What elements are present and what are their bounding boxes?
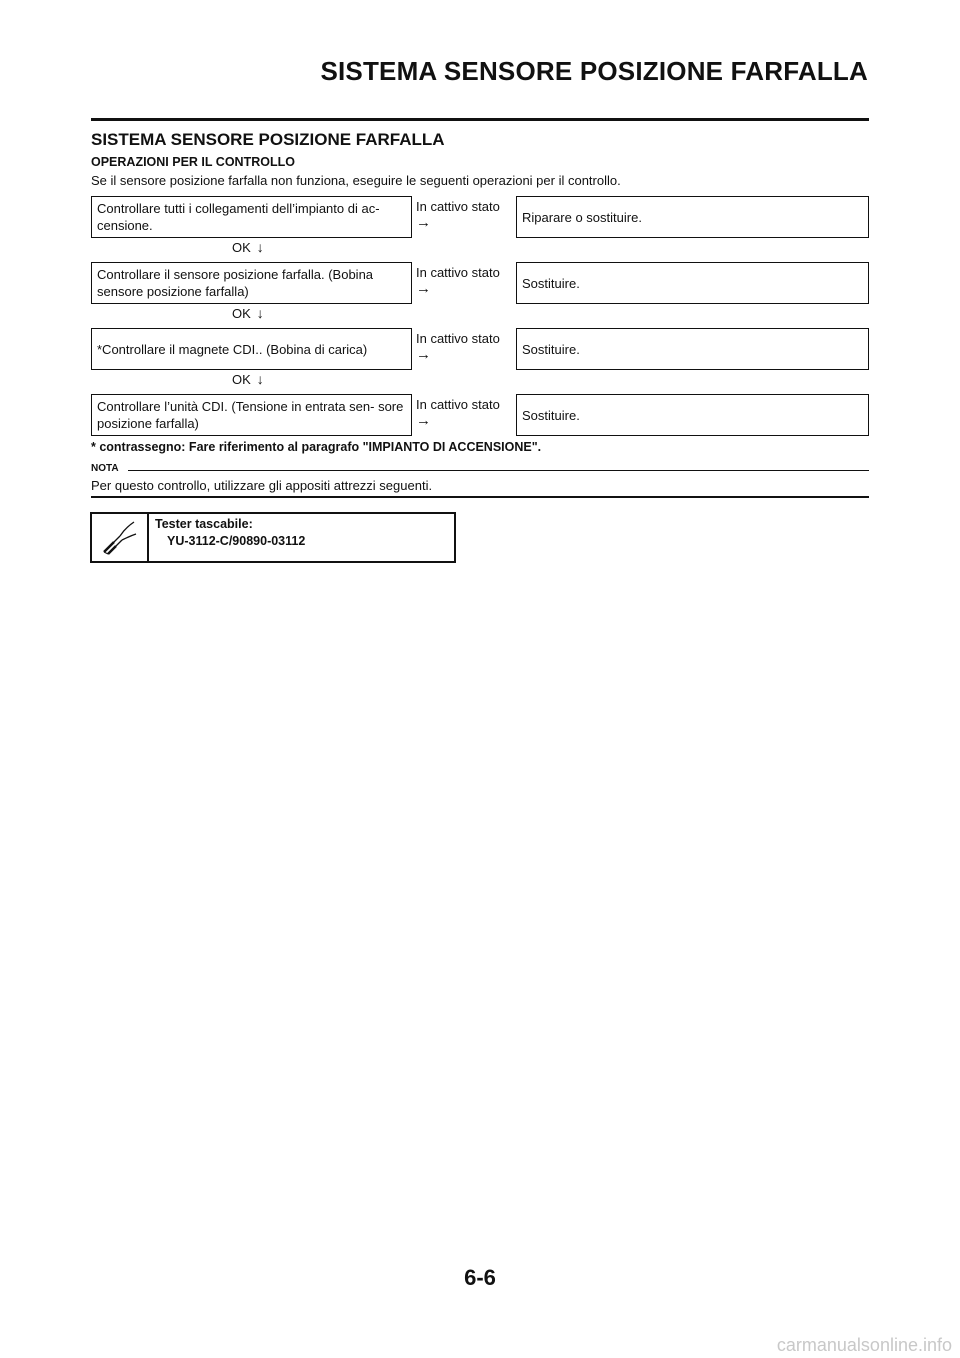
- condition-2: [416, 264, 516, 296]
- action-text: Riparare o sostituire.: [522, 209, 642, 225]
- down-arrow-icon: ↓: [256, 371, 264, 387]
- action-text: Sostituire.: [522, 341, 580, 357]
- ok-label: OK: [232, 372, 251, 387]
- intro-text: Se il sensore posizione farfalla non funziona, eseguire le seguenti operazioni per il controllo.: [91, 173, 621, 188]
- down-arrow-icon: ↓: [256, 305, 264, 321]
- check-box-2: [91, 262, 412, 304]
- down-arrow-icon: ↓: [256, 239, 264, 255]
- condition-text: In cattivo stato: [416, 265, 500, 280]
- condition-1: [416, 198, 516, 230]
- ok-label: OK: [232, 306, 251, 321]
- page-number: 6-6: [464, 1265, 496, 1290]
- ok-connector-2: [232, 305, 264, 321]
- nota-rule: [128, 470, 869, 471]
- right-arrow-icon: →: [416, 214, 431, 231]
- action-box-3: [516, 328, 869, 370]
- action-text: Sostituire.: [522, 275, 580, 291]
- header-rule: [91, 118, 869, 121]
- check-box-4: [91, 394, 412, 436]
- check-box-1: [91, 196, 412, 238]
- check-text: Controllare il sensore posizione farfalla. (Bobina sensore posizione farfalla): [97, 267, 374, 299]
- tool-code: YU-3112-C/90890-03112: [167, 534, 306, 548]
- nota-bottom-rule: [91, 496, 869, 498]
- action-box-4: [516, 394, 869, 436]
- ok-connector-1: [232, 239, 264, 255]
- tool-box: [90, 512, 456, 563]
- condition-text: In cattivo stato: [416, 397, 500, 412]
- right-arrow-icon: →: [416, 346, 431, 363]
- condition-text: In cattivo stato: [416, 199, 500, 214]
- section-subtitle: OPERAZIONI PER IL CONTROLLO: [91, 155, 295, 169]
- check-text: Controllare tutti i collegamenti dell’impianto di ac- censione.: [97, 201, 380, 233]
- tool-icon-cell: [92, 514, 149, 561]
- nota-text: Per questo controllo, utilizzare gli appositi attrezzi seguenti.: [91, 478, 433, 493]
- right-arrow-icon: →: [416, 280, 431, 297]
- ok-connector-3: [232, 371, 264, 387]
- tester-probe-icon: [100, 518, 140, 558]
- condition-text: In cattivo stato: [416, 331, 500, 346]
- action-box-2: [516, 262, 869, 304]
- tool-name: Tester tascabile:: [155, 517, 253, 531]
- right-arrow-icon: →: [416, 412, 431, 429]
- check-text: *Controllare il magnete CDI.. (Bobina di carica): [97, 341, 368, 357]
- page-header-title: SISTEMA SENSORE POSIZIONE FARFALLA: [320, 56, 868, 86]
- watermark: carmanualsonline.info: [776, 1335, 952, 1355]
- action-text: Sostituire.: [522, 407, 580, 423]
- tool-details: [149, 514, 305, 561]
- section-title: SISTEMA SENSORE POSIZIONE FARFALLA: [91, 130, 445, 149]
- ok-label: OK: [232, 240, 251, 255]
- footnote: * contrassegno: Fare riferimento al paragrafo "IMPIANTO DI ACCENSIONE".: [91, 440, 542, 454]
- action-box-1: [516, 196, 869, 238]
- condition-3: [416, 330, 516, 362]
- check-box-3: [91, 328, 412, 370]
- condition-4: [416, 396, 516, 428]
- nota-label: NOTA: [91, 463, 123, 474]
- check-text: Controllare l’unità CDI. (Tensione in entrata sen- sore posizione farfalla): [97, 399, 404, 431]
